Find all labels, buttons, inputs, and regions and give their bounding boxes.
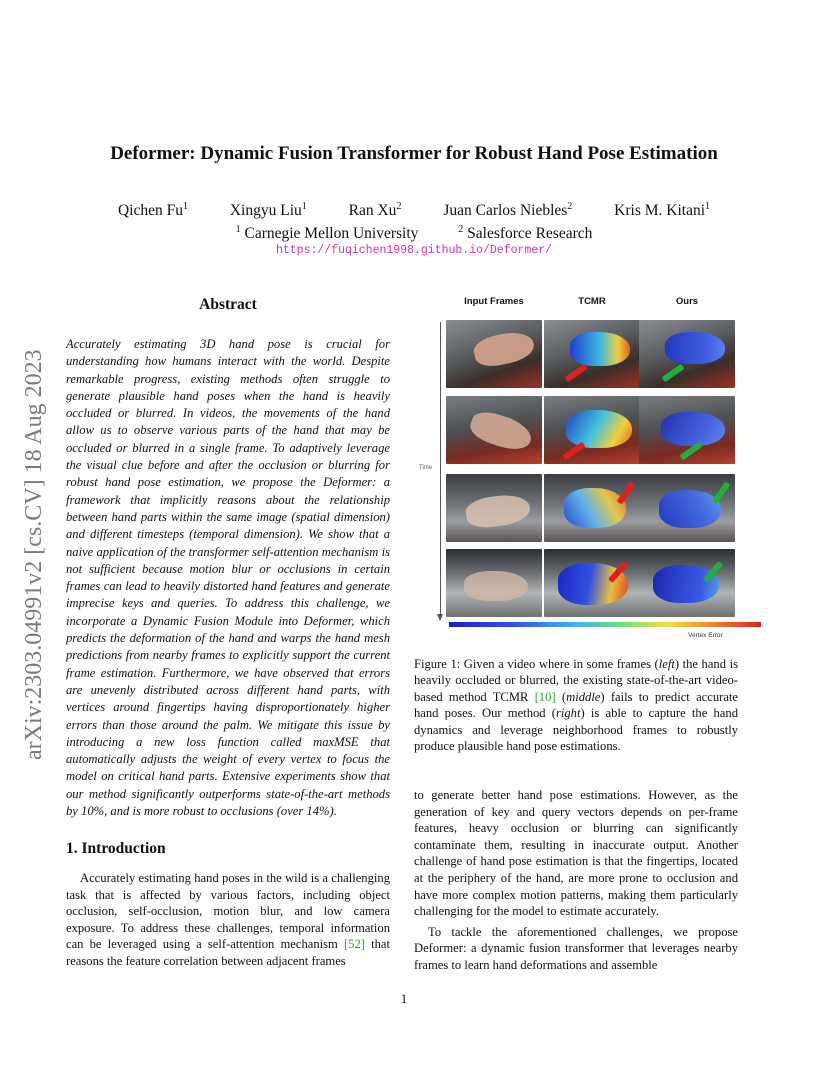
project-url-link[interactable]: https://fuqichen1998.github.io/Deformer/ <box>275 244 553 257</box>
column-header-tcmr: TCMR <box>578 296 606 307</box>
paper-title: Deformer: Dynamic Fusion Transformer for Robust Hand Pose Estimation <box>110 143 718 164</box>
ours-result-image <box>639 549 735 617</box>
tcmr-result-image <box>544 474 640 542</box>
affiliation: $^1$ Carnegie Mellon University <box>235 224 419 243</box>
affiliation: $^2$ Salesforce Research <box>458 224 593 243</box>
frame-image <box>446 396 542 464</box>
column-header-input: Input Frames <box>464 296 524 307</box>
figure-1 <box>414 296 748 642</box>
time-arrowhead-icon <box>437 614 443 621</box>
affiliation-list <box>0 220 828 243</box>
author-list <box>0 197 828 220</box>
tcmr-result-image <box>544 396 640 464</box>
vertex-error-colorbar <box>449 622 761 627</box>
vertex-error-label: Vertex Error <box>688 632 723 639</box>
author: Xingyu Liu$^1$ <box>229 201 307 220</box>
author: Qichen Fu$^1$ <box>117 201 188 220</box>
author: Kris M. Kitani$^1$ <box>614 201 711 220</box>
ours-result-image <box>639 396 735 464</box>
frame-image <box>446 549 542 617</box>
author-block <box>0 197 828 243</box>
frame-image <box>446 474 542 542</box>
column-header-ours: Ours <box>675 296 699 307</box>
figure-caption: Figure 1: Given a video where in some frames (left) the hand is heavily occluded or blurred, the existing state-of-the-art video-based method TCMR [10] (middle) fails to predict accurate hand poses. Our method (right) is able to capture the hand dynamics and leverage neighborhood frames to robustly produce plausible hand pose estimations. <box>414 657 739 754</box>
citation-link[interactable]: [52] <box>343 937 365 952</box>
arxiv-identifier: arXiv:2303.04991v2 [cs.CV] 18 Aug 2023 <box>21 349 47 760</box>
page-number: 1 <box>400 991 408 1006</box>
paragraph: to generate better hand pose estimations. However, as the generation of key and query vectors depends on per-frame features, heavy occlusion or blurring can significantly contaminate them, resulting in inaccurate output. Another challenge of hand pose estimation is that the fingertips, located at the periphery of the hand, are more prone to occlusion and have more complex motion patterns, making them particularly challenging for the model to estimate accurately. <box>414 788 738 919</box>
tcmr-result-image <box>544 549 640 617</box>
time-axis-label: Time <box>419 465 433 471</box>
author: Juan Carlos Niebles$^2$ <box>443 201 573 220</box>
right-column-text <box>414 787 738 974</box>
time-arrow-icon <box>440 322 441 618</box>
abstract-text: Accurately estimating 3D hand pose is crucial for understanding how humans interact with the world. Despite remarkable progress, existing methods often struggle to generate plausible hand poses when the hand is heavily occluded or blurred. In videos, the movements of the hand allow us to observe various parts of the hand that may be occluded or blurred in a single frame. To adaptively leverage the visual clue before and after the occlusion or blurring for robust hand pose estimation, we propose the Deformer: a framework that implicitly reasons about the relationship between hand parts within the same image (spatial dimension) and different timesteps (temporal dimension). We show that a naive application of the transformer self-attention mechanism is not sufficient because motion blur or occlusions in certain frames can lead to heavily distorted hand features and generate imprecise keys and queries. To address this challenge, we incorporate a Dynamic Fusion Module into Deformer, which predicts the deformation of the hand and warps the hand mesh predictions from nearby frames to explicitly support the current frame estimation. Furthermore, we have observed that errors are unevenly distributed across different hand parts, with vertices around fingertips having disproportionately higher errors than those around the palm. We mitigate this issue by introducing a new loss function called maxMSE that automatically adjusts the weight of every vertex to focus the model on critical hand parts. Extensive experiments show that our method significantly outperforms state-of-the-art methods by 10%, and is more robust to occlusions (over 14%). <box>66 337 390 819</box>
abstract-heading: Abstract <box>199 296 257 313</box>
frame-image <box>446 320 542 388</box>
tcmr-result-image <box>544 320 640 388</box>
citation-link[interactable]: [10] <box>534 689 556 704</box>
author: Ran Xu$^2$ <box>348 201 402 220</box>
introduction-text: Accurately estimating hand poses in the wild is a challenging task that is affected by various factors, including object occlusion, self-occlusion, motion blur, and low camera exposure. To address these challenges, temporal information can be leveraged using a self-attention mechanism [52] that reasons the feature correlation between adjacent frames <box>66 871 390 968</box>
ours-result-image <box>639 320 735 388</box>
paragraph: To tackle the aforementioned challenges, we propose Deformer: a dynamic fusion transformer that leverages nearby frames to learn hand deformations and assemble <box>414 924 738 972</box>
section-heading-introduction: 1. Introduction <box>66 840 166 857</box>
ours-result-image <box>639 474 735 542</box>
